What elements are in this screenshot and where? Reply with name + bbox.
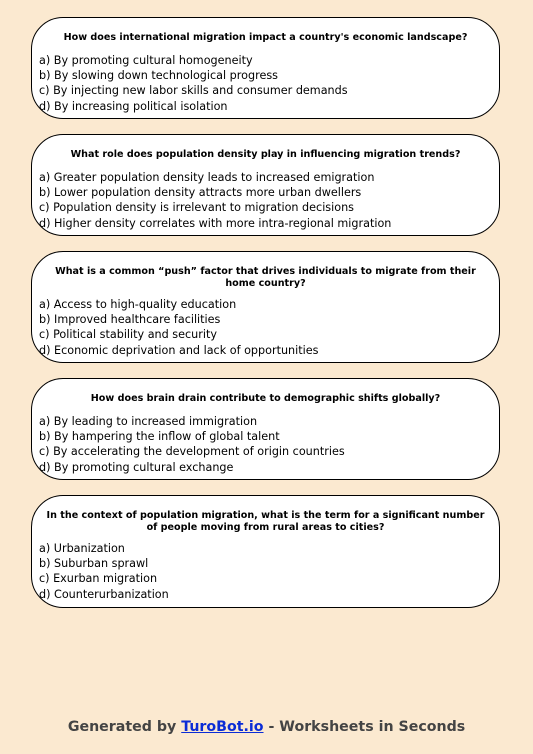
footer — [0, 719, 533, 735]
options-list — [32, 297, 499, 358]
option-b: b) Improved healthcare facilities — [39, 313, 221, 327]
option-d: d) Counterurbanization — [39, 587, 169, 601]
options-list — [32, 170, 499, 231]
option-d: d) By promoting cultural exchange — [39, 460, 234, 474]
option-b: b) By hampering the inflow of global talent — [39, 430, 280, 444]
option-a: a) Greater population density leads to increased emigration — [39, 171, 375, 184]
option-a: a) Urbanization — [39, 542, 125, 555]
options-list — [32, 53, 499, 114]
options-list — [32, 414, 499, 475]
option-b: b) Lower population density attracts more urban dwellers — [39, 186, 362, 200]
question-text: How does brain drain contribute to demographic shifts globally? — [90, 393, 441, 404]
question-card-4 — [31, 378, 500, 480]
question-text: How does international migration impact a country's economic landscape? — [63, 32, 468, 43]
option-d: d) Economic deprivation and lack of opportunities — [39, 343, 319, 357]
option-c: c) By accelerating the development of origin countries — [39, 445, 345, 459]
question-card-1 — [31, 17, 500, 119]
question-text: What is a common “push” factor that drives individuals to migrate from their home country? — [55, 266, 476, 289]
question-card-5 — [31, 495, 500, 608]
option-c: c) Political stability and security — [39, 328, 217, 342]
footer-suffix: - Worksheets in Seconds — [263, 719, 466, 735]
option-c: c) Exurban migration — [39, 572, 158, 586]
option-a: a) Access to high-quality education — [39, 298, 237, 311]
question-text: What role does population density play in influencing migration trends? — [70, 149, 461, 160]
option-b: b) Suburban sprawl — [39, 557, 149, 571]
question-card-2 — [31, 134, 500, 236]
option-a: a) By leading to increased immigration — [39, 415, 258, 428]
option-d: d) By increasing political isolation — [39, 99, 228, 113]
options-list — [32, 541, 499, 602]
question-card-3 — [31, 251, 500, 363]
footer-prefix: Generated by — [67, 719, 182, 735]
option-b: b) By slowing down technological progress — [39, 69, 278, 83]
option-c: c) Population density is irrelevant to migration decisions — [39, 201, 355, 215]
option-c: c) By injecting new labor skills and consumer demands — [39, 84, 348, 98]
question-text: In the context of population migration, what is the term for a significant number of people moving from rural areas to cities? — [46, 510, 485, 533]
turobot-link[interactable]: TuroBot.io — [181, 719, 264, 735]
option-d: d) Higher density correlates with more intra-regional migration — [39, 216, 392, 230]
option-a: a) By promoting cultural homogeneity — [39, 54, 253, 67]
